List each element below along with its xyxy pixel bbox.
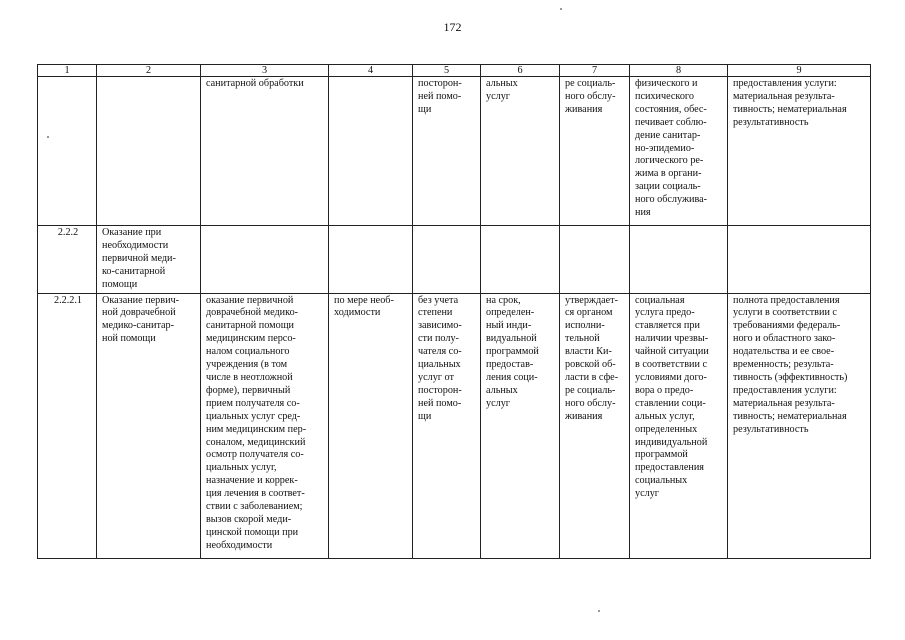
item-number-cell	[38, 77, 97, 226]
item-number-cell: 2.2.2.1	[38, 293, 97, 558]
table-cell	[329, 77, 413, 226]
table-cell	[329, 226, 413, 294]
column-number-cell: 6	[481, 65, 560, 77]
table-cell	[481, 226, 560, 294]
table-cell: полнота предоставления услуги в соответствии с требованиями федераль- ного и областного зако- нодательства и ее свое- временность; результа- тивность (эффективность) предоставления услуги: материальная результа- тивность; нематериальная результативность	[728, 293, 871, 558]
column-number-cell: 9	[728, 65, 871, 77]
table-cell: без учета степени зависимо- сти полу- чателя со- циальных услуг от посторон- ней помо- щи	[413, 293, 481, 558]
table-cell	[413, 226, 481, 294]
table-cell: Оказание первич- ной доврачебной медико-санитар- ной помощи	[97, 293, 201, 558]
table-cell	[201, 226, 329, 294]
column-number-cell: 7	[560, 65, 630, 77]
page-number: 172	[443, 20, 462, 34]
table-cell: Оказание при необходимости первичной меди- ко-санитарной помощи	[97, 226, 201, 294]
table-cell: на срок, определен- ный инди- видуальной программой предостав- ления соци- альных услуг	[481, 293, 560, 558]
scan-speck	[47, 136, 49, 138]
table-cell	[97, 77, 201, 226]
table-row-2-2-2-1	[38, 293, 871, 558]
scan-speck	[598, 610, 600, 612]
table-cell: утверждает- ся органом исполни- тельной власти Ки- ровской об- ласти в сфе- ре социаль- ного обслу- живания	[560, 293, 630, 558]
table-cell: оказание первичной доврачебной медико- санитарной помощи медицинским персо- налом социального учреждения (в том числе в неотложной форме), первичный прием получателя со- циальных услуг сред- ним медицинским пер- соналом, медицинский осмотр получателя со- циальных услуг, назначение и коррек- ция лечения в соответ- ствии с заболеванием; вызов скорой меди- цинской помощи при необходимости	[201, 293, 329, 558]
table-cell: альных услуг	[481, 77, 560, 226]
column-number-cell: 8	[630, 65, 728, 77]
table-cell	[560, 226, 630, 294]
column-number-cell: 4	[329, 65, 413, 77]
item-number-cell: 2.2.2	[38, 226, 97, 294]
scan-speck	[560, 8, 562, 10]
table-cell: физического и психического состояния, обес- печивает соблю- дение санитар- но-эпидемио- логического ре- жима в органи- зации социаль- ного обслужива- ния	[630, 77, 728, 226]
column-number-cell: 3	[201, 65, 329, 77]
table-cell: ре социаль- ного обслу- живания	[560, 77, 630, 226]
table-cell: предоставления услуги: материальная результа- тивность; нематериальная результативность	[728, 77, 871, 226]
services-table	[37, 64, 871, 559]
table-cell: санитарной обработки	[201, 77, 329, 226]
column-number-cell: 1	[38, 65, 97, 77]
column-number-row	[38, 65, 871, 77]
table-cell	[630, 226, 728, 294]
column-number-cell: 5	[413, 65, 481, 77]
table-cell: социальная услуга предо- ставляется при наличии чрезвы- чайной ситуации в соответствии с условиями дого- вора о предо- ставлении соци- альных услуг, определенных индивидуальной программой предоставления социальных услуг	[630, 293, 728, 558]
table-cell: посторон- ней помо- щи	[413, 77, 481, 226]
table-cell: по мере необ- ходимости	[329, 293, 413, 558]
table-cell	[728, 226, 871, 294]
column-number-cell: 2	[97, 65, 201, 77]
table-row-2-2-2	[38, 226, 871, 294]
table-row-continuation	[38, 77, 871, 226]
